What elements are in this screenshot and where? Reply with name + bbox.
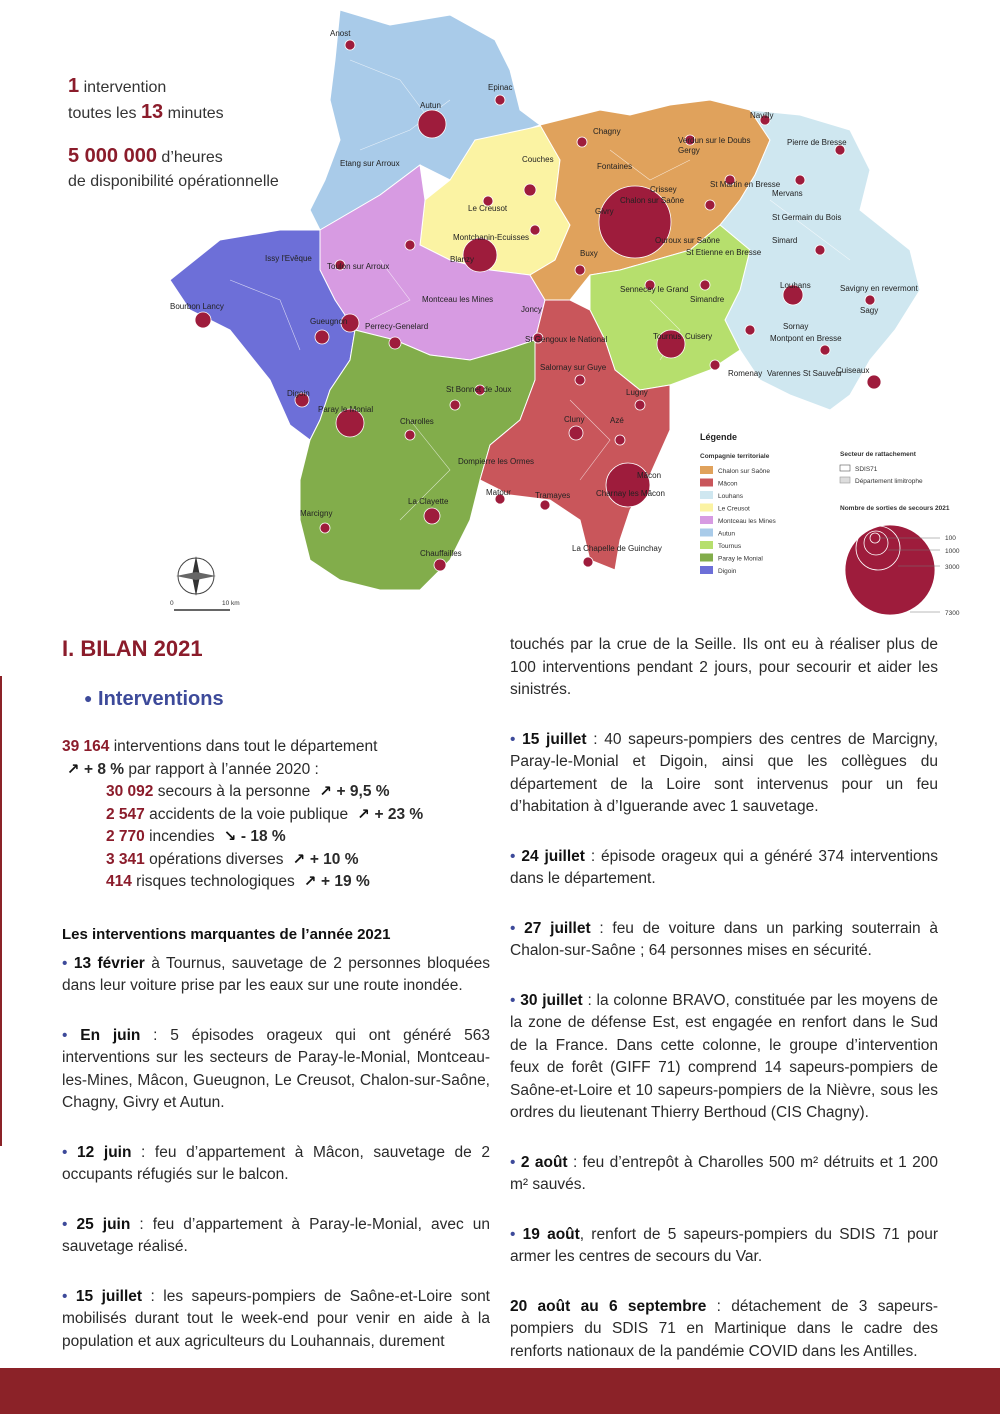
stat-hours-suffix: d’heures: [156, 149, 223, 166]
svg-text:Autun: Autun: [420, 101, 441, 110]
svg-text:Salornay sur Guye: Salornay sur Guye: [540, 363, 607, 372]
arrow-up-icon: ↗: [303, 873, 317, 890]
svg-text:10 km: 10 km: [222, 600, 240, 607]
total-label: interventions dans tout le département: [109, 738, 378, 755]
event-item: • 25 juin : feu d’appartement à Paray-le-Monial, avec un sauvetage réalisé.: [62, 1215, 490, 1255]
svg-text:St Martin en Bresse: St Martin en Bresse: [710, 180, 781, 189]
legend-company-label: Montceau les Mines: [718, 518, 776, 525]
svg-text:Pierre de Bresse: Pierre de Bresse: [787, 138, 847, 147]
stat-hours-label: de disponibilité opérationnelle: [68, 173, 279, 190]
stat-frequency-suffix: minutes: [163, 105, 224, 122]
bullet-icon: •: [62, 1215, 68, 1233]
svg-text:Gergy: Gergy: [678, 146, 700, 155]
svg-text:Chagny: Chagny: [593, 127, 621, 136]
svg-text:Gueugnon: Gueugnon: [310, 317, 348, 326]
svg-text:Charolles: Charolles: [400, 417, 434, 426]
svg-text:Louhans: Louhans: [780, 281, 811, 290]
section-title: I. BILAN 2021: [62, 636, 203, 661]
svg-text:Ouroux sur Saône: Ouroux sur Saône: [655, 236, 720, 245]
svg-text:St Bonnet de Joux: St Bonnet de Joux: [446, 385, 512, 394]
legend-swatch: [700, 516, 713, 524]
stat-hours-number: 5 000 000: [68, 145, 157, 167]
svg-text:Matour: Matour: [486, 488, 511, 497]
event-item: 20 août au 6 septembre : détachement de 3 sapeurs-pompiers du SDIS 71 en Martinique dans le cadre des renforts nationaux de la pandémie COVID dans les Antilles.: [510, 1297, 938, 1360]
arrow-up-icon: ↗: [319, 783, 332, 800]
svg-text:Savigny en revermont: Savigny en revermont: [840, 284, 918, 293]
svg-text:Lugny: Lugny: [626, 388, 648, 397]
event-item: • 27 juillet : feu de voiture dans un parking souterrain à Chalon-sur-Saône ; 64 personnes mises en sécurité.: [510, 919, 939, 959]
svg-text:Simandre: Simandre: [690, 295, 725, 304]
bullet-icon: •: [62, 1143, 68, 1161]
svg-text:La Clayette: La Clayette: [408, 497, 449, 506]
svg-text:Le Creusot: Le Creusot: [468, 204, 508, 213]
svg-text:Perrecy-Genelard: Perrecy-Genelard: [365, 322, 429, 331]
stat-frequency-prefix: toutes les: [68, 105, 141, 122]
bullet-icon: •: [510, 991, 516, 1009]
svg-text:Légende: Légende: [700, 432, 738, 442]
event-item: • 15 juillet : les sapeurs-pompiers de Saône-et-Loire sont mobilisés durant tout le week-end pour venir en aide à la population et aux agriculteurs du Louhannais, durement: [62, 1287, 490, 1350]
svg-text:Navilly: Navilly: [750, 111, 774, 120]
svg-text:Tournus: Tournus: [653, 332, 682, 341]
section-subtitle: [84, 688, 224, 711]
legend-swatch: [700, 554, 713, 562]
legend-swatch: [700, 466, 713, 474]
legend-company-label: Paray le Monial: [718, 555, 763, 563]
events-title: Les interventions marquantes de l’année 2021: [62, 926, 391, 943]
svg-text:Secteur de rattachement: Secteur de rattachement: [840, 451, 916, 458]
legend-swatch: [700, 566, 713, 574]
interventions-summary: [62, 736, 502, 894]
legend-swatch: [700, 479, 713, 487]
svg-text:Chauffailles: Chauffailles: [420, 549, 462, 558]
legend-company-label: Chalon sur Saône: [718, 468, 771, 475]
legend-swatch: [700, 504, 713, 512]
legend-swatch: [700, 541, 713, 549]
svg-text:Issy l'Evêque: Issy l'Evêque: [265, 254, 312, 263]
summary-item: 30 092 secours à la personne ↗ + 9,5 %: [62, 781, 502, 804]
bullet-icon: •: [510, 1153, 516, 1171]
svg-text:Varennes St Sauveur: Varennes St Sauveur: [767, 369, 843, 378]
event-continuation: touchés par la crue de la Seille. Ils ont eu à réaliser plus de 100 interventions pendant 2 jours, pour secourir et aider les sinistrés.: [510, 636, 938, 698]
summary-item: 414 risques technologiques ↗ + 19 %: [62, 871, 502, 894]
svg-text:Marcigny: Marcigny: [300, 509, 333, 518]
stat-interventions-frequency: [68, 74, 279, 126]
svg-text:Cluny: Cluny: [564, 415, 585, 424]
svg-text:Digoin: Digoin: [287, 389, 310, 398]
svg-text:Dompierre les Ormes: Dompierre les Ormes: [458, 457, 535, 466]
svg-text:Fontaines: Fontaines: [597, 162, 633, 171]
total-change-label: par rapport à l’année 2020 :: [124, 760, 319, 778]
arrow-up-icon: ↗: [292, 850, 306, 868]
svg-text:Sagy: Sagy: [860, 306, 879, 315]
bullet-icon: •: [510, 919, 516, 937]
legend-company-label: Louhans: [718, 493, 743, 500]
svg-text:Montpont en Bresse: Montpont en Bresse: [770, 334, 842, 343]
arrow-down-icon: ↘: [223, 828, 237, 845]
svg-text:Etang sur Arroux: Etang sur Arroux: [340, 159, 400, 168]
svg-text:St Etienne en Bresse: St Etienne en Bresse: [686, 248, 762, 257]
stat-interventions-number: 1: [68, 75, 80, 97]
total-change: + 8 %: [84, 760, 125, 778]
svg-text:3000: 3000: [945, 564, 960, 571]
bullet-icon: •: [62, 1026, 68, 1044]
svg-text:St Germain du Bois: St Germain du Bois: [772, 213, 842, 222]
svg-text:Azé: Azé: [610, 416, 624, 425]
key-stats: [68, 74, 279, 212]
arrow-up-icon: ↗: [357, 805, 370, 823]
svg-text:La Chapelle de Guinchay: La Chapelle de Guinchay: [572, 544, 662, 553]
svg-text:Tramayes: Tramayes: [535, 491, 571, 500]
legend-company-label: Mâcon: [718, 480, 738, 488]
svg-text:Cuiseaux: Cuiseaux: [836, 366, 870, 375]
svg-text:Sornay: Sornay: [783, 322, 809, 331]
svg-text:Verdun sur le Doubs: Verdun sur le Doubs: [678, 136, 751, 145]
bullet-icon: •: [510, 1225, 516, 1243]
svg-text:Département limitrophe: Département limitrophe: [855, 478, 923, 485]
legend-swatch: [700, 529, 713, 537]
bullet-icon: •: [62, 954, 68, 972]
events-left-column: [62, 924, 490, 1380]
legend-swatch: [700, 491, 713, 499]
summary-item: 2 547 accidents de la voie publique ↗ + 23 %: [62, 804, 502, 827]
svg-text:Couches: Couches: [522, 155, 554, 164]
svg-text:Sennecey le Grand: Sennecey le Grand: [620, 285, 689, 294]
svg-text:Epinac: Epinac: [488, 83, 513, 92]
svg-text:Cuisery: Cuisery: [685, 332, 713, 341]
svg-text:Montceau les Mines: Montceau les Mines: [422, 295, 494, 304]
event-item: • 19 août, renfort de 5 sapeurs-pompiers du SDIS 71 pour armer les centres de secours du Var.: [510, 1225, 939, 1265]
summary-item: 3 341 opérations diverses ↗ + 10 %: [62, 849, 502, 872]
svg-text:Mâcon: Mâcon: [637, 471, 662, 480]
svg-text:7300: 7300: [945, 610, 960, 617]
svg-text:Montchanin-Ecuisses: Montchanin-Ecuisses: [453, 233, 530, 242]
event-item: • 2 août : feu d’entrepôt à Charolles 500 m² détruits et 1 200 m² sauvés.: [510, 1153, 938, 1193]
stat-interventions-label: intervention: [79, 79, 167, 96]
svg-text:Paray le Monial: Paray le Monial: [318, 405, 374, 414]
event-item: • 24 juillet : épisode orageux qui a généré 374 interventions dans le département.: [510, 847, 938, 887]
stat-frequency-number: 13: [140, 101, 164, 123]
svg-text:Nombre de sorties de secours 2: Nombre de sorties de secours 2021: [840, 505, 950, 512]
svg-text:1000: 1000: [945, 548, 960, 555]
legend-company-label: Le Creusot: [718, 505, 750, 513]
bullet-icon: •: [510, 847, 516, 865]
svg-text:Simard: Simard: [772, 236, 798, 245]
svg-text:Buxy: Buxy: [580, 249, 598, 258]
event-item: • 13 février à Tournus, sauvetage de 2 personnes bloquées dans leur voiture prise par les eaux sur une route inondée.: [62, 954, 490, 994]
arrow-up-icon: ↗: [66, 760, 80, 778]
event-item: • 15 juillet : 40 sapeurs-pompiers des centres de Marcigny, Paray-le-Monial et Digoin, ainsi que les collègues du département de la Loire sont intervenus pour un feu d’habitation à d’Iguerande avec 1 sauvetage.: [510, 730, 938, 815]
footer-bar: [0, 1368, 1000, 1414]
subtitle-text: Interventions: [98, 688, 224, 710]
svg-text:Givry: Givry: [595, 207, 614, 216]
svg-text:Chalon sur Saône: Chalon sur Saône: [620, 196, 685, 205]
svg-text:Charnay les Mâcon: Charnay les Mâcon: [596, 489, 665, 498]
total-number: 39 164: [62, 738, 110, 755]
svg-text:Joncy: Joncy: [521, 305, 542, 314]
map-legend: [695, 422, 975, 622]
svg-text:Blanzy: Blanzy: [450, 255, 475, 264]
bullet-icon: •: [62, 1287, 68, 1305]
legend-company-label: Tournus: [718, 543, 742, 550]
svg-text:100: 100: [945, 535, 956, 542]
event-item: • 30 juillet : la colonne BRAVO, constituée par les moyens de la zone de défense Est, est engagée en renfort dans le Sud de la France. Dans cette colonne, le groupe d’intervention feux de forêt (GIFF 71) comprend 14 sapeurs-pompiers de Saône-et-Loire et 10 sapeurs-pompiers de la Nièvre, sous les ordres du lieutenant Thierry Berthoud (CIS Chagny).: [510, 991, 938, 1121]
legend-company-label: Digoin: [718, 568, 737, 575]
svg-text:Anost: Anost: [330, 29, 351, 38]
svg-text:Romenay: Romenay: [728, 369, 763, 378]
svg-text:Mervans: Mervans: [772, 189, 803, 198]
svg-text:Crissey: Crissey: [650, 185, 677, 194]
stat-availability-hours: [68, 144, 279, 194]
bullet-icon: ●: [84, 690, 93, 706]
event-item: • 12 juin : feu d’appartement à Mâcon, sauvetage de 2 occupants réfugiés sur le balcon.: [62, 1143, 490, 1183]
svg-text:Toulon sur Arroux: Toulon sur Arroux: [327, 262, 390, 271]
svg-text:Bourbon Lancy: Bourbon Lancy: [170, 302, 224, 311]
summary-item: 2 770 incendies ↘ - 18 %: [62, 826, 502, 849]
left-rule: [0, 676, 2, 1146]
svg-text:Compagnie territoriale: Compagnie territoriale: [700, 453, 770, 460]
event-item: • En juin : 5 épisodes orageux qui ont généré 563 interventions sur les secteurs de Paray-le-Monial, Montceau-les-Mines, Mâcon, Gueugnon, Le Creusot, Chalon-sur-Saône, Chagny, Givry et Autun.: [62, 1026, 490, 1111]
svg-text:St Gengoux le National: St Gengoux le National: [525, 335, 608, 344]
svg-text:SDIS71: SDIS71: [855, 466, 878, 473]
events-right-column: [510, 634, 938, 1390]
legend-company-label: Autun: [718, 530, 735, 538]
bullet-icon: •: [510, 730, 516, 748]
svg-text:0: 0: [170, 600, 174, 607]
